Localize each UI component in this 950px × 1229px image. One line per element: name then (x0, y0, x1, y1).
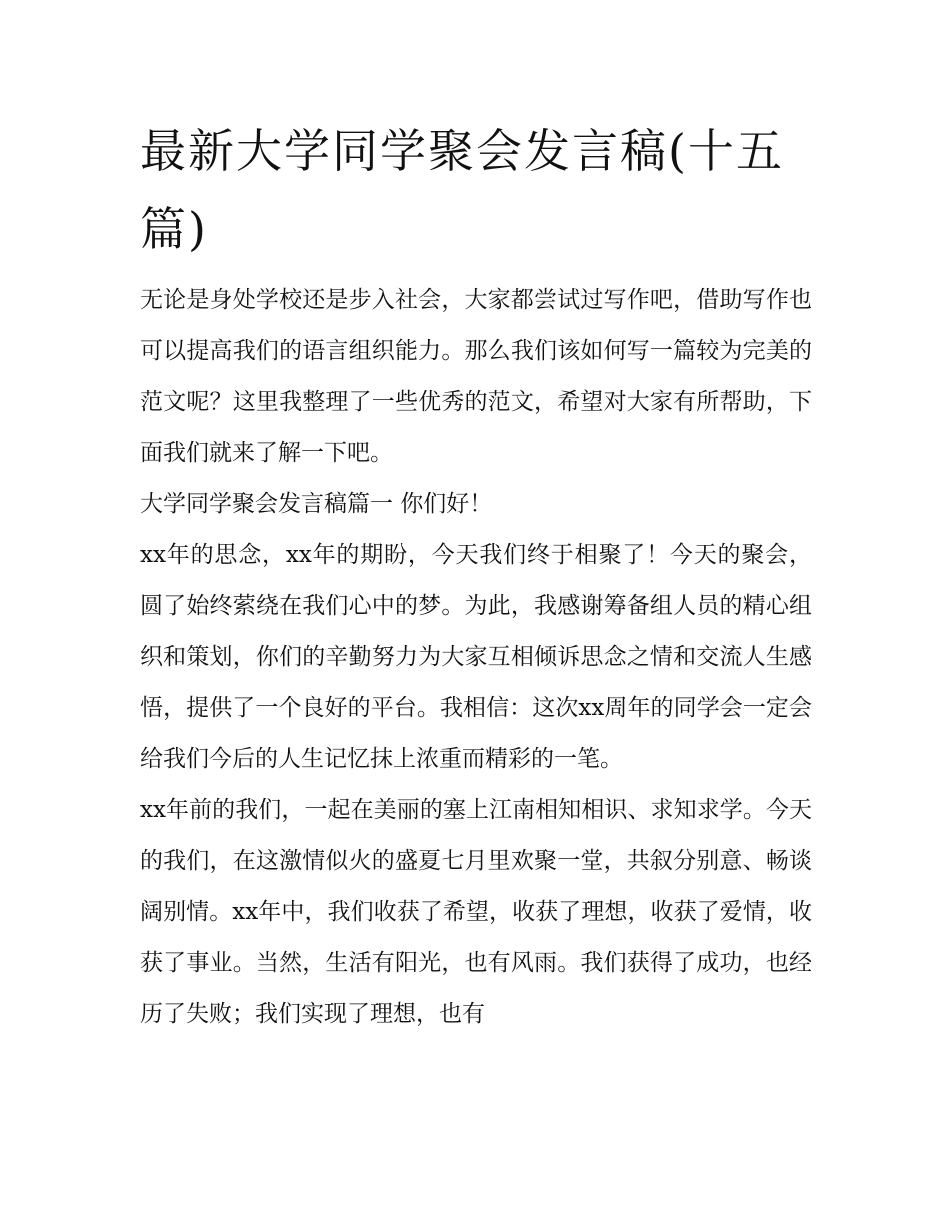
document-body (140, 275, 812, 1040)
section-heading-paragraph: 大学同学聚会发言稿篇一 你们好！ (140, 491, 493, 517)
body-paragraph: xx年前的我们，一起在美丽的塞上江南相知相识、求知求学。今天的我们，在这激情似火的盛夏七月里欢聚一堂，共叙分别意、畅谈阔别情。xx年中，我们收获了希望，收获了理想，收获了爱情，收获了事业。当然，生活有阳光，也有风雨。我们获得了成功，也经历了失败；我们实现了理想，也有 (140, 797, 812, 1027)
intro-paragraph: 无论是身处学校还是步入社会，大家都尝试过写作吧，借助写作也可以提高我们的语言组织能力。那么我们该如何写一篇较为完美的范文呢？这里我整理了一些优秀的范文，希望对大家有所帮助，下面我们就来了解一下吧。 (140, 287, 812, 466)
document-title: 最新大学同学聚会发言稿(十五篇) (140, 124, 784, 256)
body-paragraph: xx年的思念，xx年的期盼，今天我们终于相聚了！今天的聚会，圆了始终萦绕在我们心中的梦。为此，我感谢筹备组人员的精心组织和策划，你们的辛勤努力为大家互相倾诉思念之情和交流人生感悟，提供了一个良好的平台。我相信：这次xx周年的同学会一定会给我们今后的人生记忆抹上浓重而精彩的一笔。 (140, 542, 812, 772)
